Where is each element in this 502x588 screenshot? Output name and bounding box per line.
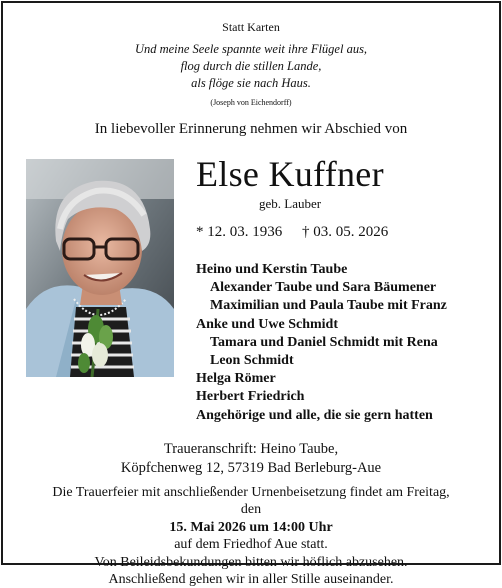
birth-date: * 12. 03. 1936 <box>196 224 283 240</box>
ceremony-prefix: den <box>240 502 262 518</box>
poem-line: Und meine Seele spannte weit ihre Flügel aus, <box>134 42 368 56</box>
deceased-name: Else Kuffner <box>196 154 384 194</box>
maiden-name: geb. Lauber <box>259 196 322 211</box>
mourner: Helga Römer <box>196 371 276 387</box>
ceremony-datetime: 15. Mai 2026 um 14:00 Uhr <box>169 519 333 535</box>
mourners-list <box>196 261 447 425</box>
poem-line: als flöge sie nach Haus. <box>191 76 311 90</box>
ceremony-notice <box>3 484 499 588</box>
obituary-card <box>1 1 501 588</box>
mourner: Heino und Kerstin Taube <box>196 262 348 277</box>
intro-text: Statt Karten <box>222 20 280 34</box>
life-dates <box>196 224 388 241</box>
mourner: Leon Schmidt <box>210 353 294 369</box>
poem-author: (Joseph von Eichendorff) <box>210 98 292 107</box>
ceremony-line: Anschließend gehen wir in aller Stille auseinander. <box>108 572 394 588</box>
ceremony-suffix: auf dem Friedhof Aue statt. <box>174 537 328 553</box>
ceremony-line: Die Trauerfeier mit anschließender Urnenbeisetzung findet am Freitag, <box>52 485 450 500</box>
address-line: Köpfchenweg 12, 57319 Bad Berleburg-Aue <box>120 460 382 476</box>
mourner: Herbert Friedrich <box>196 389 305 405</box>
remembrance-text: In liebevoller Erinnerung nehmen wir Abschied von <box>94 121 408 137</box>
mourner: Anke und Uwe Schmidt <box>196 316 338 332</box>
mourner: Angehörige und alle, die sie gern hatten <box>196 407 433 423</box>
poem-line: flog durch die stillen Lande, <box>180 59 322 73</box>
ceremony-line <box>3 501 499 553</box>
death-date: † 03. 05. 2026 <box>302 224 389 240</box>
mourner: Alexander Taube und Sara Bäumener <box>210 280 437 296</box>
mourner: Maximilian und Paula Taube mit Franz <box>210 298 447 314</box>
mourner: Tamara und Daniel Schmidt mit Rena <box>210 334 438 350</box>
portrait-photo <box>26 159 174 377</box>
ceremony-line: Von Beileidsbekundungen bitten wir höflich abzusehen. <box>94 554 408 570</box>
portrait-illustration <box>26 159 174 377</box>
mourning-address <box>3 440 499 478</box>
address-line: Traueranschrift: Heino Taube, <box>163 441 339 457</box>
poem <box>3 41 499 92</box>
